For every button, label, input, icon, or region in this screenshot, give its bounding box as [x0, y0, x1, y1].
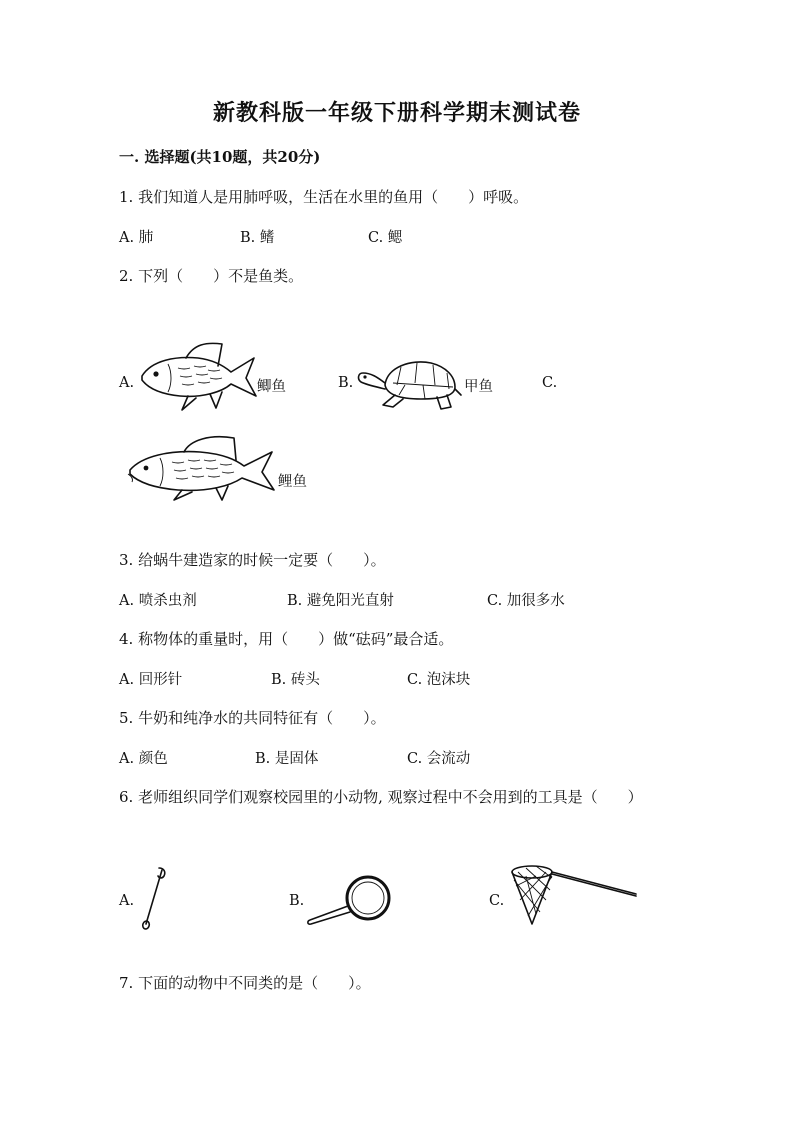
q2-caption-c: 鲤鱼 [278, 474, 307, 490]
question-3: 3. 给蜗牛建造家的时候一定要（ ）。 [119, 551, 386, 569]
section-heading: 一. 选择题(共10题，共20分) [119, 148, 321, 166]
q5-option-c[interactable]: C. 会流动 [407, 751, 471, 767]
q6-option-b[interactable]: B. [289, 893, 305, 909]
q1-option-a[interactable]: A. 肺 [119, 230, 154, 246]
q2-caption-b: 甲鱼 [464, 379, 493, 395]
q1-option-c[interactable]: C. 鳃 [368, 230, 403, 246]
turtle-icon [355, 355, 463, 415]
question-5: 5. 牛奶和纯净水的共同特征有（ ）。 [119, 709, 386, 727]
q4-option-c[interactable]: C. 泡沫块 [407, 672, 471, 688]
question-6: 6. 老师组织同学们观察校园里的小动物, 观察过程中不会用到的工具是（ ） [119, 788, 643, 806]
q5-option-a[interactable]: A. 颜色 [119, 751, 168, 767]
q6-option-a[interactable]: A. [119, 893, 135, 909]
q2-option-a[interactable]: A. [119, 375, 135, 391]
question-7: 7. 下面的动物中不同类的是（ ）。 [119, 974, 371, 992]
carp-icon [126, 432, 276, 502]
q4-option-b[interactable]: B. 砖头 [271, 672, 320, 688]
cotton-swab-icon [140, 866, 168, 930]
q2-option-b[interactable]: B. [338, 375, 354, 391]
q4-option-a[interactable]: A. 回形针 [119, 672, 183, 688]
crucian-carp-icon [136, 340, 261, 415]
q3-option-b[interactable]: B. 避免阳光直射 [287, 593, 394, 609]
question-2: 2. 下列（ ）不是鱼类。 [119, 267, 304, 285]
q2-option-c[interactable]: C. [542, 375, 558, 391]
insect-net-icon [506, 860, 638, 928]
q2-caption-a: 鲫鱼 [257, 379, 286, 395]
q3-option-a[interactable]: A. 喷杀虫剂 [119, 593, 197, 609]
q3-option-c[interactable]: C. 加很多水 [487, 593, 565, 609]
magnifier-icon [304, 874, 394, 926]
question-1: 1. 我们知道人是用肺呼吸，生活在水里的鱼用（ ）呼吸。 [119, 188, 529, 206]
page-title: 新教科版一年级下册科学期末测试卷 [212, 100, 581, 126]
question-4: 4. 称物体的重量时，用（ ）做“砝码”最合适。 [119, 630, 454, 648]
q6-option-c[interactable]: C. [489, 893, 505, 909]
q1-option-b[interactable]: B. 鳍 [240, 230, 275, 246]
q5-option-b[interactable]: B. 是固体 [255, 751, 319, 767]
